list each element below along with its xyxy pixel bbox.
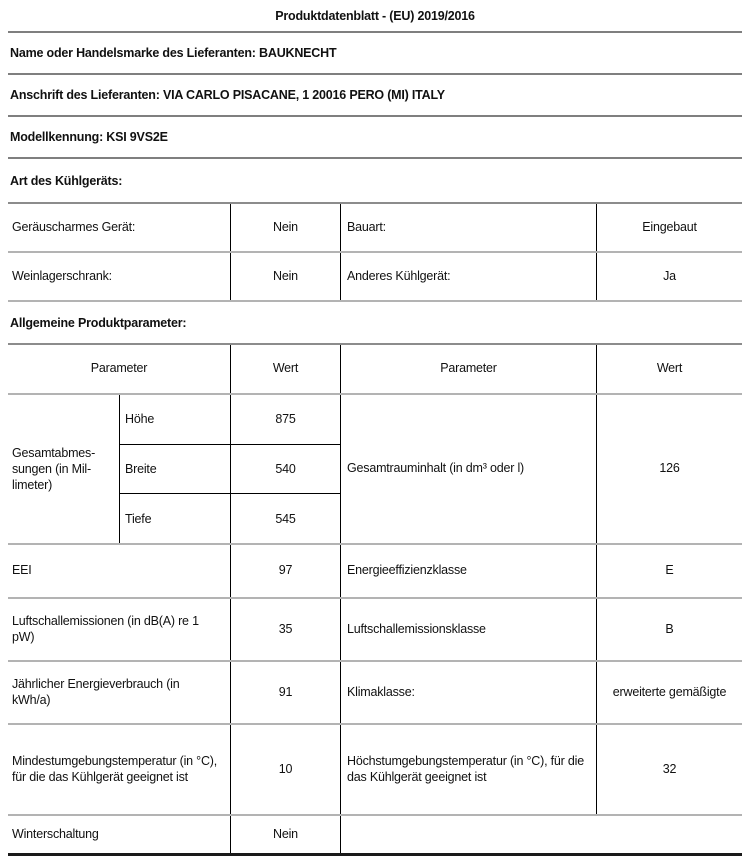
value-cell: Nein [231, 253, 341, 300]
dimension-value: 545 [231, 494, 341, 543]
supplier-name-line: Name oder Handelsmarke des Lieferanten: BAUKNECHT [8, 33, 742, 75]
table-row [8, 816, 742, 856]
param-cell: Jährlicher Energieverbrauch (in kWh/a) [8, 662, 231, 723]
param-cell-volume: Gesamtrauminhalt (in dm³ oder l) [341, 395, 597, 543]
param-cell: Anderes Kühlgerät: [341, 253, 597, 300]
table-row [8, 545, 742, 599]
table-row [8, 253, 742, 302]
value-cell: Nein [231, 816, 341, 853]
param-cell: EEI [8, 545, 231, 597]
empty-cell [341, 816, 742, 853]
value-cell-volume: 126 [659, 461, 680, 476]
column-header-wert: Wert [231, 345, 341, 393]
value-cell: B [665, 621, 674, 636]
value-cell: 91 [231, 662, 341, 723]
param-cell: Winterschaltung [8, 816, 231, 853]
table-row [8, 662, 742, 725]
value-cell: 32 [662, 761, 677, 776]
type-table [8, 202, 742, 302]
value-cell: Eingebaut [642, 219, 697, 234]
param-cell: Geräuscharmes Gerät: [8, 204, 231, 251]
dimension-value: 875 [231, 395, 341, 444]
general-section-heading: Allgemeine Produktparameter: [10, 315, 187, 330]
value-cell: Ja [663, 268, 676, 283]
table-row [8, 204, 742, 253]
model-id-line: Modellkennung: KSI 9VS2E [8, 117, 742, 159]
type-section-heading: Art des Kühlgeräts: [10, 173, 123, 188]
dimensions-subtable [120, 395, 341, 543]
param-cell: Bauart: [341, 204, 597, 251]
value-cell: erweiterte gemäßigte [612, 684, 727, 699]
param-cell: Weinlagerschrank: [8, 253, 231, 300]
dimension-row [120, 494, 341, 543]
value-cell: 97 [231, 545, 341, 597]
column-header-parameter: Parameter [341, 345, 597, 393]
dimension-name: Höhe [120, 395, 231, 444]
param-cell: Mindestumgebungstemperatur (in °C), für die das Kühlgerät geeignet ist [8, 725, 231, 814]
dimensions-label: Gesamtabmes-sungen (in Mil-limeter) [8, 395, 120, 543]
param-cell: Energieeffizienzklasse [341, 545, 597, 597]
dimension-row [120, 445, 341, 495]
param-cell: Luftschallemissionen (in dB(A) re 1 pW) [8, 599, 231, 660]
dimension-row [120, 395, 341, 445]
value-cell: 10 [231, 725, 341, 814]
supplier-address-line: Anschrift des Lieferanten: VIA CARLO PISACANE, 1 20016 PERO (MI) ITALY [8, 75, 742, 117]
table-header-row [8, 345, 742, 395]
dimension-value: 540 [231, 445, 341, 494]
page-title: Produktdatenblatt - (EU) 2019/2016 [8, 0, 742, 33]
document-body [8, 0, 742, 856]
value-cell: E [665, 563, 674, 578]
dimensions-row [8, 395, 742, 545]
param-cell: Höchstumgebungstemperatur (in °C), für die das Kühlgerät geeignet ist [341, 725, 597, 814]
dimension-name: Tiefe [120, 494, 231, 543]
param-cell: Klimaklasse: [341, 662, 597, 723]
column-header-parameter: Parameter [8, 345, 231, 393]
table-row [8, 725, 742, 816]
param-cell: Luftschallemissionsklasse [341, 599, 597, 660]
value-cell: 35 [231, 599, 341, 660]
dimension-name: Breite [120, 445, 231, 494]
column-header-wert: Wert [656, 361, 683, 376]
parameter-table [8, 343, 742, 856]
table-row [8, 599, 742, 662]
value-cell: Nein [231, 204, 341, 251]
